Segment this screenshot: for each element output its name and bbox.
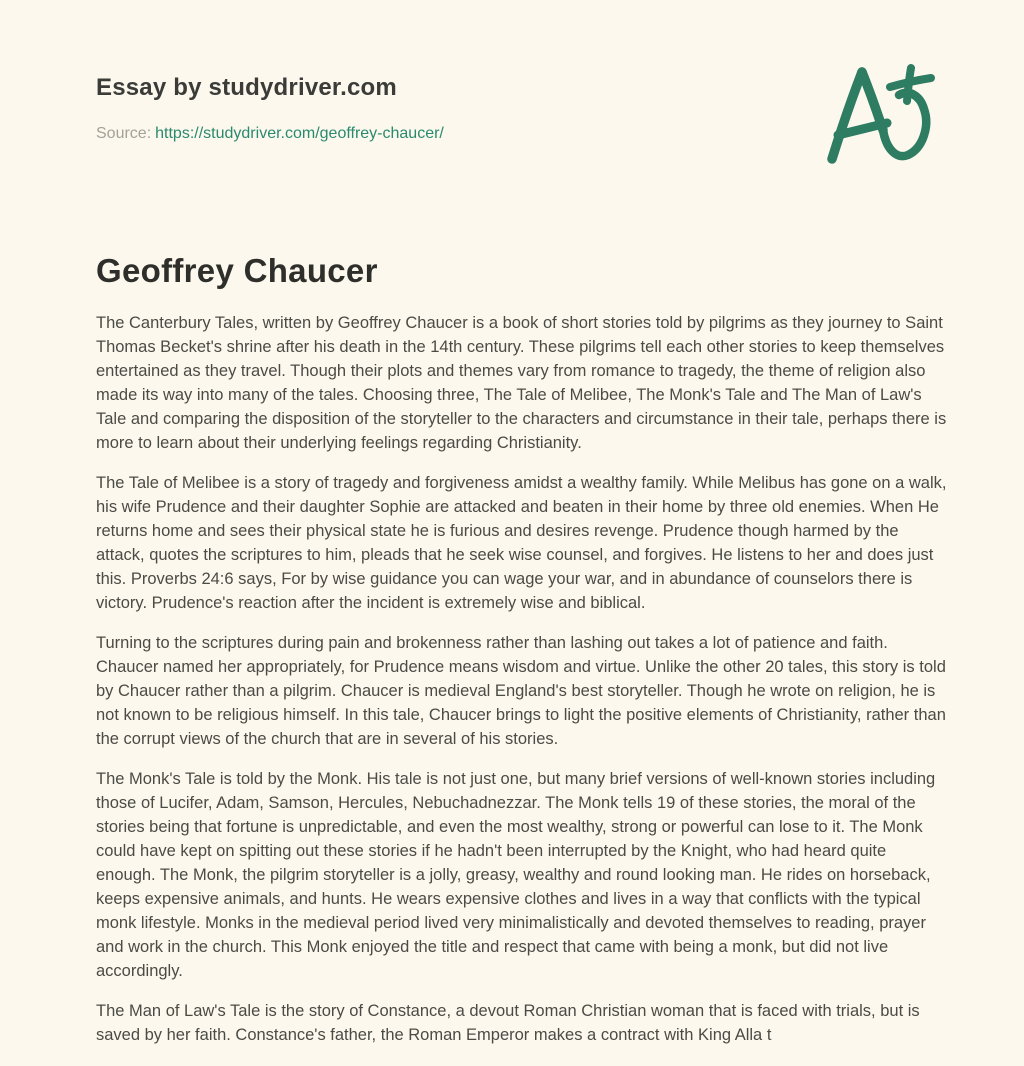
page-header-title: Essay by studydriver.com xyxy=(96,74,397,101)
essay-paragraph-2: The Tale of Melibee is a story of tragedy and forgiveness amidst a wealthy family. While Melibus has gone on a walk, his wife Prudence and their daughter Sophie are attacked and beaten in their home by three old enemies. When He returns home and sees their physical state he is furious and desires revenge. Prudence though harmed by the attack, quotes the scriptures to him, pleads that he seek wise counsel, and forgives. He listens to her and does just this. Proverbs 24:6 says, For by wise guidance you can wage your war, and in abundance of counselors there is victory. Prudence's reaction after the incident is extremely wise and biblical. xyxy=(96,474,947,612)
essay-body xyxy=(96,311,948,1063)
essay-title: Geoffrey Chaucer xyxy=(96,252,378,289)
source-link[interactable]: https://studydriver.com/geoffrey-chaucer/ xyxy=(155,125,444,142)
essay-paragraph-3: Turning to the scriptures during pain and brokenness rather than lashing out takes a lot of patience and faith. Chaucer named her appropriately, for Prudence means wisdom and virtue. Unlike the other 20 tales, this story is told by Chaucer rather than a pilgrim. Chaucer is medieval England's best storyteller. Though he wrote on religion, he is not known to be religious himself. In this tale, Chaucer brings to light the positive elements of Christianity, rather than the corrupt views of the church that are in several of his stories. xyxy=(96,634,946,748)
studydriver-a-plus-logo-icon xyxy=(826,64,940,164)
essay-paragraph-5: The Man of Law's Tale is the story of Constance, a devout Roman Christian woman that is faced with trials, but is saved by her faith. Constance's father, the Roman Emperor makes a contract with King Alla t xyxy=(96,1002,920,1044)
source-line xyxy=(96,125,444,143)
source-label: Source: xyxy=(96,125,152,142)
essay-paragraph-4: The Monk's Tale is told by the Monk. His tale is not just one, but many brief versions of well-known stories including those of Lucifer, Adam, Samson, Hercules, Nebuchadnezzar. The Monk tells 19 of these stories, the moral of the stories being that fortune is unpredictable, and even the most wealthy, strong or powerful can lose to it. The Monk could have kept on spitting out these stories if he hadn't been interrupted by the Knight, who had heard quite enough. The Monk, the pilgrim storyteller is a jolly, greasy, wealthy and round looking man. He rides on horseback, keeps expensive animals, and hunts. He wears expensive clothes and lives in a way that conflicts with the typical monk lifestyle. Monks in the medieval period lived very minimalistically and devoted themselves to reading, prayer and work in the church. This Monk enjoyed the title and respect that came with being a monk, but did not live accordingly. xyxy=(96,770,936,980)
essay-paragraph-1: The Canterbury Tales, written by Geoffrey Chaucer is a book of short stories told by pilgrims as they journey to Saint Thomas Becket's shrine after his death in the 14th century. These pilgrims tell each other stories to keep themselves entertained as they travel. Though their plots and themes vary from romance to tragedy, the theme of religion also made its way into many of the tales. Choosing three, The Tale of Melibee, The Monk's Tale and The Man of Law's Tale and comparing the disposition of the storyteller to the characters and circumstance in their tale, perhaps there is more to learn about their underlying feelings regarding Christianity. xyxy=(96,314,947,452)
